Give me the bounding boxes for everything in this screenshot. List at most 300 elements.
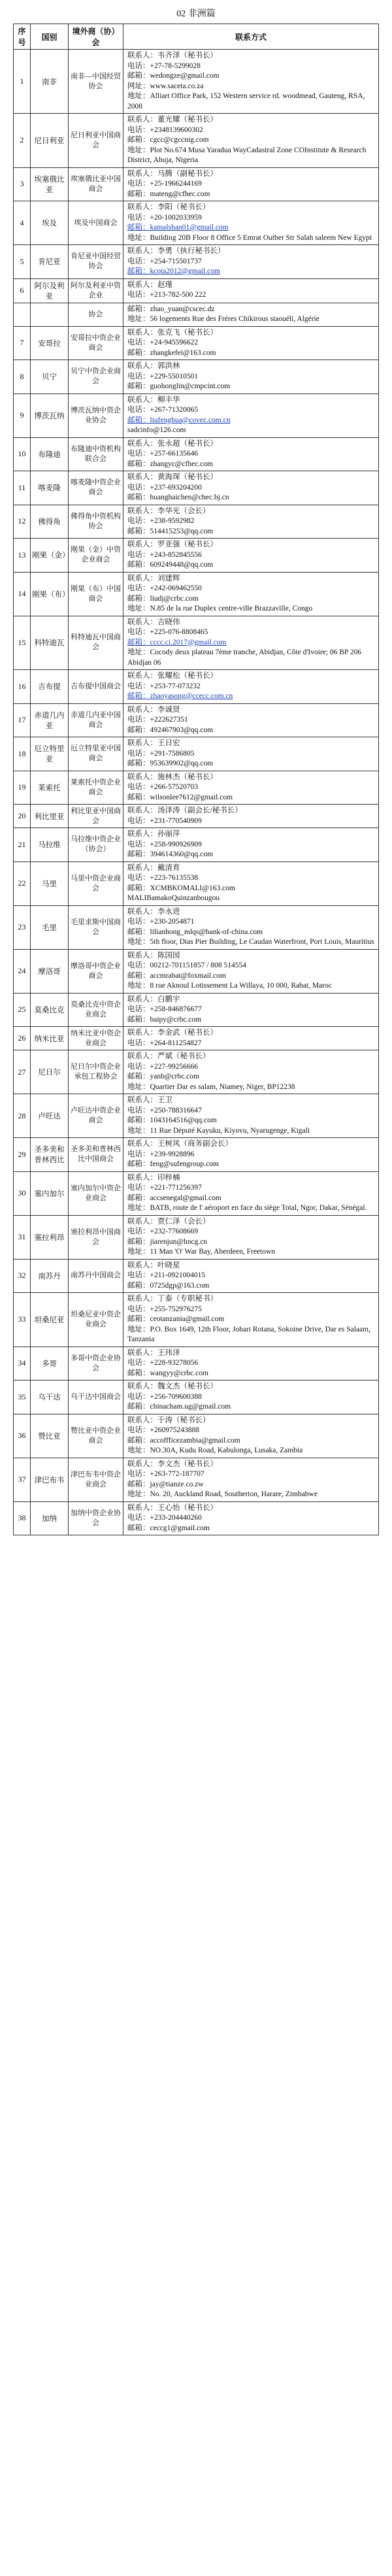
contact-line: 地址：Quartier Dar es salam, Niamey, Niger, BP12238	[127, 1082, 295, 1091]
contact-line: 电话：+266-57520703	[127, 783, 199, 791]
table-row	[14, 1380, 379, 1414]
row-index: 15	[14, 616, 31, 670]
row-organization: 圣多美和普林西比中国商会	[69, 1138, 123, 1172]
row-contact	[123, 245, 379, 279]
row-country: 赞比亚	[31, 1414, 69, 1458]
row-index: 36	[14, 1414, 31, 1458]
contact-line: 联系人：李华光（会长）	[127, 507, 210, 515]
table-row	[14, 245, 379, 279]
table-row	[14, 572, 379, 616]
row-contact	[123, 1094, 379, 1138]
row-organization: 津巴布韦中资企业商会	[69, 1458, 123, 1501]
table-row	[14, 828, 379, 862]
row-country: 南非	[31, 50, 69, 114]
row-contact	[123, 303, 379, 326]
contact-line: 联系人：孙丽萍	[127, 830, 180, 838]
row-organization: 多哥中资企业协会	[69, 1347, 123, 1380]
row-organization: 科特迪瓦中国商会	[69, 616, 123, 670]
row-contact	[123, 471, 379, 505]
contact-line: 邮箱：ceotanzania@gmail.com	[127, 1315, 225, 1323]
row-country: 南苏丹	[31, 1259, 69, 1293]
contact-email-link[interactable]: 邮箱：zhaoyasong@ccecc.com.cn	[127, 692, 233, 700]
row-contact	[123, 505, 379, 539]
contact-line: 邮箱：accmrabat@foxmail.com	[127, 971, 226, 980]
contact-line: 邮箱：chinacham.ug@gmail.com	[127, 1403, 231, 1411]
row-country: 刚果（布）	[31, 572, 69, 616]
row-organization: 塞内加尔中资企业商会	[69, 1171, 123, 1215]
contact-line: 联系人：李勇（执行秘书长）	[127, 247, 225, 255]
contact-line: 联系人：李诚贤	[127, 705, 180, 714]
contact-line: 电话：+260975243888	[127, 1426, 199, 1434]
row-index: 27	[14, 1050, 31, 1094]
row-organization: 尼日利亚中国商会	[69, 114, 123, 168]
contact-email-link[interactable]: 邮箱：kamalshan01@gmail.com	[127, 224, 229, 231]
contact-line: 邮箱：lilianhong_mlqs@bank-of-china.com	[127, 928, 263, 936]
contact-email-link[interactable]: 邮箱：kcota2012@gmail.com	[127, 267, 220, 275]
row-organization: 南非—中国经贸协会	[69, 50, 123, 114]
contact-line: 电话：+253-77-073232	[127, 682, 201, 690]
contact-line: 电话：+223-76135538	[127, 874, 199, 882]
contact-line: 联系人：施林杰（秘书长）	[127, 773, 218, 781]
table-row	[14, 949, 379, 993]
contact-line: 电话：+213-782-500 222	[127, 291, 206, 299]
contact-line: sadcinfo@126.com	[127, 426, 186, 434]
contact-line: 邮箱：huanghaichen@chec.bj.cn	[127, 493, 229, 501]
row-country: 佛得角	[31, 505, 69, 539]
contact-line: 电话：+258-990926909	[127, 840, 202, 848]
table-row	[14, 437, 379, 471]
row-index	[14, 303, 31, 326]
contact-line: 邮箱：wangyy@crbc.com	[127, 1369, 208, 1377]
row-organization: 厄立特里亚中国商会	[69, 737, 123, 771]
row-organization: 喀麦隆中资企业商会	[69, 471, 123, 505]
row-index: 16	[14, 670, 31, 704]
contact-line: 联系人：于涛（秘书长）	[127, 1416, 210, 1424]
row-country: 厄立特里亚	[31, 737, 69, 771]
contact-line: 电话：+250-788316647	[127, 1106, 202, 1114]
row-organization: 阿尔及利亚中资企业	[69, 278, 123, 303]
table-row	[14, 737, 379, 771]
row-contact	[123, 278, 379, 303]
section-title: 02 非洲篇	[176, 9, 216, 19]
row-index: 37	[14, 1458, 31, 1501]
row-index: 17	[14, 703, 31, 737]
row-contact	[123, 1414, 379, 1458]
row-contact	[123, 993, 379, 1027]
contact-line: 地址：56 logements Rue des Frères Chikirous staouéli, Algérie	[127, 315, 319, 323]
contact-line: 电话：+230-2054871	[127, 918, 195, 926]
contact-line: 邮箱：wilsonlee7612@gmail.com	[127, 793, 233, 801]
row-country: 乌干达	[31, 1380, 69, 1414]
contact-line: 联系人：赵瑾	[127, 280, 172, 289]
row-organization: 马拉维中资企业（协会）	[69, 828, 123, 862]
row-contact	[123, 861, 379, 905]
row-index: 29	[14, 1138, 31, 1172]
contact-line: 联系人：董光耀（秘书长）	[127, 116, 218, 124]
contact-line: MALIBamakoQuinzanbougou	[127, 894, 220, 902]
row-contact	[123, 167, 379, 201]
row-contact	[123, 1050, 379, 1094]
row-contact	[123, 670, 379, 704]
contact-line: 电话：+264-811254827	[127, 1039, 202, 1047]
contact-line: 电话：+242-069462550	[127, 584, 202, 592]
contact-line: 电话：+257-66135646	[127, 450, 199, 458]
row-organization: 莫桑比克中资企业商会	[69, 993, 123, 1027]
contact-line: 邮箱：jiarenjun@hncg.cn	[127, 1237, 208, 1246]
table-row	[14, 1414, 379, 1458]
table-row	[14, 1050, 379, 1094]
contact-line: 电话：+255-752976275	[127, 1305, 202, 1313]
row-organization: 赞比亚中资企业商会	[69, 1414, 123, 1458]
row-index: 4	[14, 201, 31, 245]
contact-line: 联系人：王玮泽	[127, 1348, 180, 1357]
contact-line: 邮箱：XCMBKOMALI@163.com	[127, 884, 235, 892]
contact-line: 电话：+238-9592982	[127, 517, 195, 525]
row-organization: 塞拉利昂中国商会	[69, 1215, 123, 1259]
contact-line: 邮箱：guohonglin@cmpcint.com	[127, 382, 231, 390]
row-country: 赤道几内亚	[31, 703, 69, 737]
row-country: 博茨瓦纳	[31, 393, 69, 437]
contact-line: 邮箱：feng@sufengroup.com	[127, 1160, 219, 1168]
row-index: 23	[14, 905, 31, 949]
row-contact	[123, 326, 379, 360]
table-row	[14, 616, 379, 670]
row-index: 10	[14, 437, 31, 471]
contact-line: 电话：+231-770540909	[127, 816, 202, 825]
row-index: 11	[14, 471, 31, 505]
table-row	[14, 1094, 379, 1138]
row-contact	[123, 539, 379, 573]
contact-line: 联系人：贾仁泽（会长）	[127, 1217, 210, 1226]
row-contact	[123, 1293, 379, 1347]
row-organization: 摩洛哥中资企业商会	[69, 949, 123, 993]
row-country: 喀麦隆	[31, 471, 69, 505]
row-contact	[123, 616, 379, 670]
row-contact	[123, 114, 379, 168]
row-contact	[123, 1501, 379, 1535]
row-contact	[123, 1215, 379, 1259]
contact-line: 邮箱：zhao_yuan@cscec.dz	[127, 305, 215, 313]
contact-line: 电话：+227-99256666	[127, 1062, 199, 1071]
row-organization: 坦桑尼亚中资企业商会	[69, 1293, 123, 1347]
contact-line: 联系人：柳丰华	[127, 395, 180, 404]
contact-line: 联系人：郭洪林	[127, 362, 180, 370]
row-country: 布隆迪	[31, 437, 69, 471]
row-organization: 利比里亚中国商会	[69, 805, 123, 828]
row-index: 35	[14, 1380, 31, 1414]
row-contact	[123, 703, 379, 737]
contact-line: 电话：+243-852845556	[127, 550, 202, 559]
row-contact	[123, 828, 379, 862]
contact-line: 联系人：韦齐泽（秘书长）	[127, 52, 218, 59]
table-row	[14, 303, 379, 326]
header-country: 国别	[31, 24, 69, 50]
table-row	[14, 360, 379, 394]
row-contact	[123, 572, 379, 616]
row-country: 马拉维	[31, 828, 69, 862]
row-organization: 加纳中资企业协会	[69, 1501, 123, 1535]
row-organization: 吉布提中国商会	[69, 670, 123, 704]
row-country: 多哥	[31, 1347, 69, 1380]
row-contact	[123, 1138, 379, 1172]
row-country: 安哥拉	[31, 326, 69, 360]
row-index: 30	[14, 1171, 31, 1215]
row-country: 埃塞俄比亚	[31, 167, 69, 201]
contact-line: 地址：Cocody deux plateau 7ème tranche, Abidjan, Côte d'Ivoire; 06 BP 206 Abidjan 06	[127, 648, 362, 667]
contact-line: 联系人：印梓楠	[127, 1173, 180, 1182]
contact-line: 电话：+20-1002033959	[127, 213, 202, 222]
contact-line: 电话：+228-93278056	[127, 1359, 199, 1367]
row-country: 坦桑尼亚	[31, 1293, 69, 1347]
row-index: 14	[14, 572, 31, 616]
table-row	[14, 201, 379, 245]
header-contact: 联系方式	[123, 24, 379, 50]
contact-line: 邮箱：1043164516@qq.com	[127, 1116, 217, 1124]
contact-line: 邮箱：baipy@crbc.com	[127, 1015, 202, 1024]
row-index: 19	[14, 771, 31, 805]
row-index: 3	[14, 167, 31, 201]
row-country: 卢旺达	[31, 1094, 69, 1138]
row-index: 7	[14, 326, 31, 360]
row-country: 尼日尔	[31, 1050, 69, 1094]
contact-line: 地址：No. 20, Auckland Road, Southerton, Harare, Zimbabwe	[127, 1490, 318, 1498]
table-row	[14, 905, 379, 949]
table-row	[14, 771, 379, 805]
row-country: 摩洛哥	[31, 949, 69, 993]
contact-line: 邮箱：953639902@qq.com	[127, 760, 214, 767]
row-organization: 马里中资企业商会	[69, 861, 123, 905]
contact-line: 地址：P.O. Box 1649, 12th Floor, Johari Rotana, Sokoine Drive, Dar es Salaam, Tanzania	[127, 1325, 370, 1343]
contact-line: 联系人：王卫	[127, 1096, 172, 1104]
row-organization: 赤道几内亚中国商会	[69, 703, 123, 737]
row-organization: 莱索托中资企业商会	[69, 771, 123, 805]
contact-line: 电话：+291-7586805	[127, 749, 195, 758]
table-header-row	[14, 24, 379, 50]
contact-line: 电话：+263-772-187707	[127, 1470, 204, 1478]
contact-line: 邮箱：liudj@crbc.com	[127, 594, 199, 603]
contact-line: 联系人：马腾（副秘书长）	[127, 169, 218, 178]
contact-line: 联系人：汤泽涛（副会长/秘书长）	[127, 807, 242, 814]
row-country: 塞内加尔	[31, 1171, 69, 1215]
table-row	[14, 167, 379, 201]
contact-line: 联系人：罗亚强（秘书长）	[127, 541, 218, 548]
row-country: 利比里亚	[31, 805, 69, 828]
table-row	[14, 50, 379, 114]
row-country: 纳米比亚	[31, 1027, 69, 1050]
contact-line: 联系人：张克飞（秘书长）	[127, 328, 218, 337]
row-country: 津巴布韦	[31, 1458, 69, 1501]
contact-email-link[interactable]: 邮箱：cccc.ci.2017@gmail.com	[127, 638, 227, 646]
row-contact	[123, 1259, 379, 1293]
contact-line: 邮箱：zhangyc@cfhec.com	[127, 460, 213, 468]
contact-line: 电话：+232-77608669	[127, 1228, 199, 1235]
contact-line: 电话：+221-771256397	[127, 1184, 202, 1192]
contact-line: 邮箱：accsenegal@gmail.com	[127, 1194, 221, 1202]
table-row	[14, 393, 379, 437]
contact-line: 电话：+24-945596622	[127, 339, 199, 346]
contact-line: 联系人：李金武（秘书长）	[127, 1029, 218, 1037]
row-country: 阿尔及利亚	[31, 278, 69, 303]
contact-line: 邮箱：609249448@qq.com	[127, 561, 214, 569]
row-index: 18	[14, 737, 31, 771]
row-index: 33	[14, 1293, 31, 1347]
contact-line: 联系人：王心怡（秘书长）	[127, 1503, 218, 1512]
contact-line: 联系人：王日宏	[127, 739, 180, 747]
contact-line: 邮箱：accoffficezambia@gmail.com	[127, 1436, 240, 1445]
row-organization: 埃塞俄比亚中国商会	[69, 167, 123, 201]
row-organization: 埃及中国商会	[69, 201, 123, 245]
row-country: 埃及	[31, 201, 69, 245]
contact-line: 电话：+239-9928896	[127, 1150, 195, 1158]
table-row	[14, 114, 379, 168]
row-organization: 刚果（金）中资企业商会	[69, 539, 123, 573]
contact-line: 地址：8 rue Aknoul Lotissement La Willaya, 10 000, Rabat, Maroc	[127, 982, 332, 990]
contact-line: 联系人：黄海琛（秘书长）	[127, 473, 218, 481]
row-contact	[123, 1027, 379, 1050]
table-row	[14, 993, 379, 1027]
row-contact	[123, 805, 379, 828]
row-contact	[123, 905, 379, 949]
row-contact	[123, 949, 379, 993]
contact-line: 地址：NO.30A, Kudu Road, Kabulonga, Lusaka, Zambia	[127, 1447, 303, 1454]
row-contact	[123, 393, 379, 437]
contact-line: 电话：00212-701151857 / 808 514554	[127, 962, 246, 969]
row-contact	[123, 1347, 379, 1380]
contact-line: 联系人：刘建辉	[127, 574, 180, 582]
row-contact	[123, 1458, 379, 1501]
row-country	[31, 303, 69, 326]
row-country: 莱索托	[31, 771, 69, 805]
row-index: 5	[14, 245, 31, 279]
table-row	[14, 326, 379, 360]
contact-line: 地址：11 Man 'O' War Bay, Aberdeen, Freetown	[127, 1248, 276, 1256]
row-index: 21	[14, 828, 31, 862]
row-index: 25	[14, 993, 31, 1027]
row-country: 加纳	[31, 1501, 69, 1535]
row-country: 马里	[31, 861, 69, 905]
row-index: 28	[14, 1094, 31, 1138]
row-organization: 毛里求斯中国商会	[69, 905, 123, 949]
row-contact	[123, 1380, 379, 1414]
table-row	[14, 278, 379, 303]
contact-line: 电话：+211-0921004015	[127, 1271, 206, 1279]
contact-line: 地址：11 Rue Député Kayuku, Kiyovu, Nyarugenge, Kigali	[127, 1126, 310, 1135]
header-index: 序号	[14, 24, 31, 50]
contact-line: 地址：Plot No.674 Musa Yaradua WayCadastral Zone COInstitute & Research District, Abuja, Nigeria	[127, 146, 367, 164]
row-country: 科特迪瓦	[31, 616, 69, 670]
row-index: 22	[14, 861, 31, 905]
contact-line: 联系人：李文杰（秘书长）	[127, 1460, 218, 1468]
contact-line: 联系人：李阳（秘书长）	[127, 203, 210, 211]
row-organization: 乌干达中国商会	[69, 1380, 123, 1414]
contact-line: 地址：5th floor, Dias Pier Building, Le Caudan Waterfront, Port Louis, Mauritius	[127, 938, 374, 946]
contact-line: 邮箱：zhangkefei@163.com	[127, 348, 216, 357]
table-row	[14, 1027, 379, 1050]
row-country: 肯尼亚	[31, 245, 69, 279]
row-index: 9	[14, 393, 31, 437]
contact-line: 联系人：陈国园	[127, 951, 180, 960]
row-contact	[123, 771, 379, 805]
contact-line: 电话：+25-1966244169	[127, 180, 202, 188]
header-org: 境外商（协）会	[69, 24, 123, 50]
contact-line: 电话：+237-693204200	[127, 483, 202, 492]
contact-line: 电话：+225-076-8808465	[127, 628, 208, 636]
table-row	[14, 471, 379, 505]
table-row	[14, 1138, 379, 1172]
contact-line: 联系人：张永超（秘书长）	[127, 439, 218, 448]
row-organization: 安哥拉中资企业商会	[69, 326, 123, 360]
contact-line: 地址：N.85 de la rue Duplex centre-ville Brazzaville, Congo	[127, 605, 313, 612]
row-contact	[123, 50, 379, 114]
table-row	[14, 1458, 379, 1501]
table-row	[14, 1293, 379, 1347]
contact-line: 邮箱：cgcc@cgccnig.com	[127, 136, 209, 144]
row-organization: 博茨瓦纳中资企业协会	[69, 393, 123, 437]
contact-line: 电话：+233-204440260	[127, 1514, 202, 1522]
row-organization: 南苏丹中国商会	[69, 1259, 123, 1293]
row-contact	[123, 201, 379, 245]
contact-line: 联系人：魏文杰（秘书长）	[127, 1382, 218, 1390]
table-row	[14, 1171, 379, 1215]
contact-line: 联系人：叶晓星	[127, 1261, 180, 1269]
contact-line: 联系人：戴清育	[127, 863, 180, 872]
table-row	[14, 1501, 379, 1535]
row-organization: 贝宁中资企业商会	[69, 360, 123, 394]
contact-line: 电话：+267-71320065	[127, 406, 199, 414]
row-organization: 协会	[69, 303, 123, 326]
contact-line: 电话：+27-78-5299028	[127, 61, 201, 70]
row-country: 圣多美和普林西比	[31, 1138, 69, 1172]
row-index: 26	[14, 1027, 31, 1050]
contact-line: 邮箱：394614360@qq.com	[127, 850, 214, 858]
contact-line: 联系人：吉晓伟	[127, 618, 180, 626]
row-country: 塞拉利昂	[31, 1215, 69, 1259]
row-contact	[123, 437, 379, 471]
table-row	[14, 1347, 379, 1380]
contact-email-link[interactable]: 邮箱：liufenghua@covec.com.cn	[127, 416, 231, 424]
row-index: 32	[14, 1259, 31, 1293]
row-organization: 卢旺达中资企业商会	[69, 1094, 123, 1138]
row-organization: 布隆迪中资机构联合会	[69, 437, 123, 471]
contact-line: 地址：BATB, route de l' aéroport en face du siège Total, Ngor, Dakar, Sénégal.	[127, 1204, 367, 1212]
row-organization: 纳米比亚中资企业商会	[69, 1027, 123, 1050]
row-index: 8	[14, 360, 31, 394]
table-row	[14, 539, 379, 573]
row-contact	[123, 737, 379, 771]
contact-line: 电话：+258-846876677	[127, 1005, 202, 1013]
table-row	[14, 1215, 379, 1259]
row-index: 13	[14, 539, 31, 573]
row-organization: 刚果（布）中国商会	[69, 572, 123, 616]
table-row	[14, 670, 379, 704]
row-index: 24	[14, 949, 31, 993]
contact-line: 联系人：王树风（商务副会长）	[127, 1140, 233, 1148]
row-index: 6	[14, 278, 31, 303]
row-country: 吉布提	[31, 670, 69, 704]
row-organization: 佛得角中资机构协会	[69, 505, 123, 539]
row-country: 毛里	[31, 905, 69, 949]
table-body	[14, 50, 379, 1535]
row-index: 31	[14, 1215, 31, 1259]
row-country: 尼日利亚	[31, 114, 69, 168]
contact-line: 邮箱：0725dgp@163.com	[127, 1281, 210, 1290]
row-country: 刚果（金）	[31, 539, 69, 573]
table-row	[14, 861, 379, 905]
row-organization: 肯尼亚中国经贸协会	[69, 245, 123, 279]
contact-line: 邮箱：ceccg1@gmail.com	[127, 1524, 210, 1532]
contact-line: 电话：+2348139600302	[127, 125, 203, 134]
row-index: 12	[14, 505, 31, 539]
